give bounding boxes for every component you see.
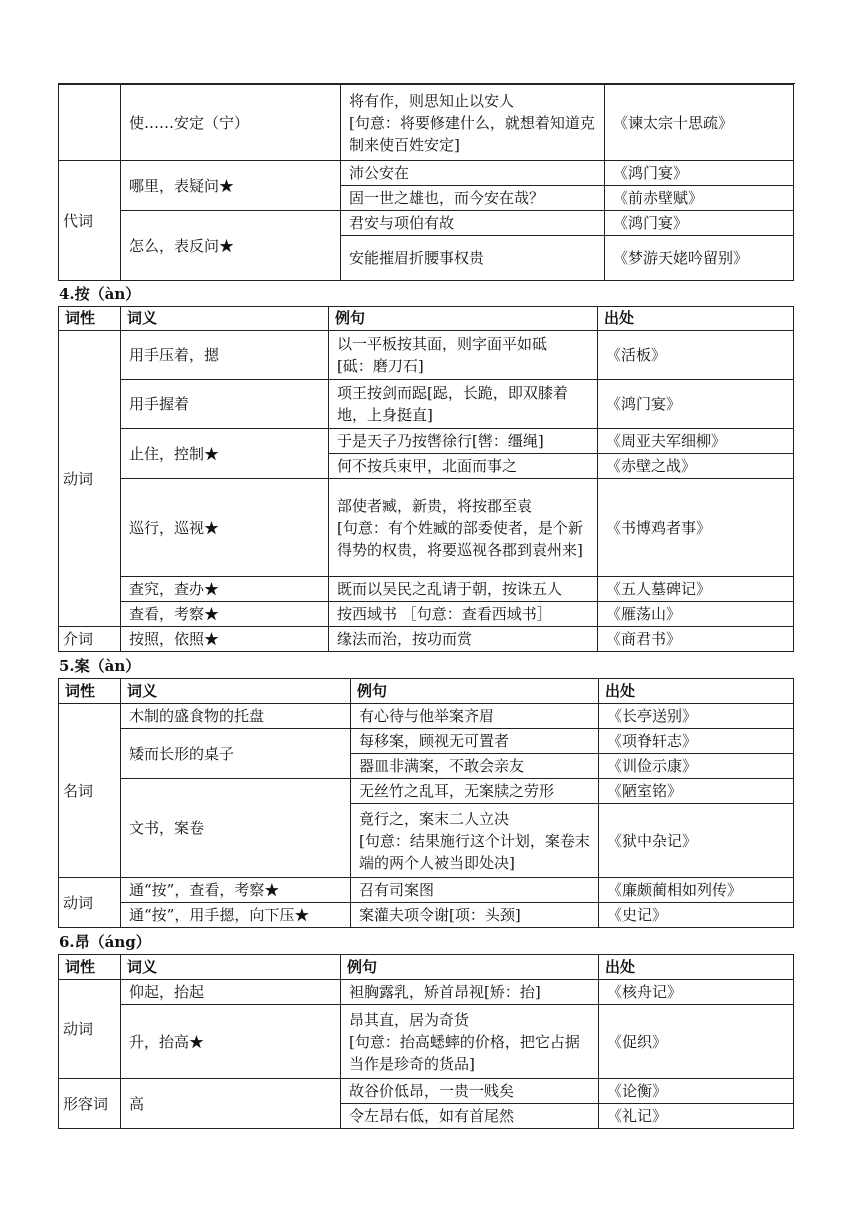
pos-cell: 名词	[59, 704, 121, 878]
source-cell: 《商君书》	[598, 627, 794, 652]
source-cell: 《活板》	[598, 331, 794, 380]
table-row	[59, 1005, 794, 1079]
example-cell: 昂其直，居为奇货 [句意：抬高蟋蟀的价格，把它占据当作是珍奇的货品]	[341, 1005, 599, 1079]
source-cell: 《礼记》	[599, 1104, 794, 1129]
example-cell: 将有作，则思知止以安人 [句意：将要修建什么，就想着知道克制来使百姓安定]	[341, 85, 605, 161]
meaning-cell: 查看，考察★	[121, 602, 329, 627]
meaning-cell: 用手握着	[121, 380, 329, 429]
source-cell: 《梦游天姥吟留别》	[605, 236, 794, 281]
example-cell: 故谷价低昂，一贵一贱矣	[341, 1079, 599, 1104]
source-cell: 《史记》	[599, 903, 794, 928]
meaning-cell: 文书，案卷	[121, 779, 351, 878]
source-cell: 《核舟记》	[599, 980, 794, 1005]
source-cell: 《项脊轩志》	[599, 729, 794, 754]
meaning-cell: 矮而长形的桌子	[121, 729, 351, 779]
table-row	[59, 380, 794, 429]
meaning-cell: 查究，查办★	[121, 577, 329, 602]
meaning-cell: 高	[121, 1079, 341, 1129]
meaning-cell: 木制的盛食物的托盘	[121, 704, 351, 729]
example-cell: 袒胸露乳，矫首昂视[矫：抬]	[341, 980, 599, 1005]
source-cell: 《周亚夫军细柳》	[598, 429, 794, 454]
source-cell: 《雁荡山》	[598, 602, 794, 627]
table-row	[59, 429, 794, 454]
section-title: 4.按（àn）	[59, 285, 141, 303]
table-row	[59, 577, 794, 602]
example-cell: 于是天子乃按辔徐行[辔：缰绳]	[329, 429, 598, 454]
header-meaning: 词义	[121, 679, 351, 704]
example-cell: 缘法而治，按功而赏	[329, 627, 598, 652]
source-cell: 《赤壁之战》	[598, 454, 794, 479]
example-cell: 器皿非满案，不敢会亲友	[351, 754, 599, 779]
an-continued-table	[58, 84, 794, 281]
header-example: 例句	[341, 955, 599, 980]
source-cell: 《鸿门宴》	[598, 380, 794, 429]
table-row	[59, 627, 794, 652]
section-5-table	[58, 678, 794, 928]
meaning-cell: 通“按”，查看，考察★	[121, 878, 351, 903]
pos-cell	[59, 85, 121, 161]
meaning-cell: 升，抬高★	[121, 1005, 341, 1079]
header-row	[59, 679, 794, 704]
table-row	[59, 980, 794, 1005]
table-row	[59, 331, 794, 380]
example-cell: 君安与项伯有故	[341, 211, 605, 236]
source-cell: 《鸿门宴》	[605, 161, 794, 186]
meaning-cell: 用手压着，摁	[121, 331, 329, 380]
example-cell: 以一平板按其面，则字面平如砥 [砥：磨刀石]	[329, 331, 598, 380]
table-row	[59, 704, 794, 729]
header-pos: 词性	[59, 307, 121, 331]
source-cell: 《谏太宗十思疏》	[605, 85, 794, 161]
header-pos: 词性	[59, 679, 121, 704]
meaning-cell: 怎么，表反问★	[121, 211, 341, 281]
source-cell: 《狱中杂记》	[599, 804, 794, 878]
header-example: 例句	[329, 307, 598, 331]
table-row	[59, 479, 794, 577]
example-cell: 沛公安在	[341, 161, 605, 186]
example-cell: 安能摧眉折腰事权贵	[341, 236, 605, 281]
source-cell: 《前赤壁赋》	[605, 186, 794, 211]
source-cell: 《训俭示康》	[599, 754, 794, 779]
table-row	[59, 1079, 794, 1104]
table-row	[59, 161, 794, 186]
example-cell: 无丝竹之乱耳，无案牍之劳形	[351, 779, 599, 804]
section-6-table	[58, 954, 794, 1129]
example-cell: 每移案，顾视无可置者	[351, 729, 599, 754]
meaning-cell: 使……安定（宁）	[121, 85, 341, 161]
table-row	[59, 779, 794, 804]
pos-cell: 介词	[59, 627, 121, 652]
pos-cell: 代词	[59, 161, 121, 281]
meaning-cell: 止住，控制★	[121, 429, 329, 479]
section-5	[58, 656, 794, 928]
table-row	[59, 729, 794, 754]
example-cell: 部使者臧，新贵，将按郡至袁 [句意：有个姓臧的部委使者，是个新得势的权贵，将要巡视各郡到袁州来]	[329, 479, 598, 577]
example-cell: 既而以吴民之乱请于朝，按诛五人	[329, 577, 598, 602]
pos-cell: 动词	[59, 980, 121, 1079]
source-cell: 《长亭送别》	[599, 704, 794, 729]
header-source: 出处	[599, 679, 794, 704]
meaning-cell: 仰起，抬起	[121, 980, 341, 1005]
example-cell: 按西域书 ［句意：查看西域书］	[329, 602, 598, 627]
meaning-cell: 按照，依照★	[121, 627, 329, 652]
source-cell: 《陋室铭》	[599, 779, 794, 804]
pos-cell: 形容词	[59, 1079, 121, 1129]
section-4	[58, 284, 794, 652]
example-cell: 固一世之雄也，而今安在哉？	[341, 186, 605, 211]
meaning-cell: 哪里，表疑问★	[121, 161, 341, 211]
table-row	[59, 211, 794, 236]
example-cell: 有心待与他举案齐眉	[351, 704, 599, 729]
meaning-cell: 巡行，巡视★	[121, 479, 329, 577]
example-cell: 何不按兵束甲，北面而事之	[329, 454, 598, 479]
section-title: 5.案（àn）	[59, 657, 141, 675]
header-source: 出处	[599, 955, 794, 980]
pos-cell: 动词	[59, 331, 121, 627]
table-row	[59, 903, 794, 928]
source-cell: 《论衡》	[599, 1079, 794, 1104]
section-6	[58, 932, 794, 1129]
pos-cell: 动词	[59, 878, 121, 928]
example-cell: 召有司案图	[351, 878, 599, 903]
header-example: 例句	[351, 679, 599, 704]
example-cell: 令左昂右低，如有首尾然	[341, 1104, 599, 1129]
header-pos: 词性	[59, 955, 121, 980]
source-cell: 《鸿门宴》	[605, 211, 794, 236]
example-cell: 案灌夫项令谢[项：头颈]	[351, 903, 599, 928]
section-title: 6.昂（áng）	[59, 933, 151, 951]
source-cell: 《廉颇蔺相如列传》	[599, 878, 794, 903]
source-cell: 《促织》	[599, 1005, 794, 1079]
table-row	[59, 85, 794, 161]
example-cell: 项王按剑而跽[跽，长跪，即双膝着地，上身挺直]	[329, 380, 598, 429]
header-row	[59, 955, 794, 980]
source-cell: 《书博鸡者事》	[598, 479, 794, 577]
header-meaning: 词义	[121, 307, 329, 331]
source-cell: 《五人墓碑记》	[598, 577, 794, 602]
header-source: 出处	[598, 307, 794, 331]
header-meaning: 词义	[121, 955, 341, 980]
table-row	[59, 878, 794, 903]
section-4-table	[58, 306, 794, 652]
table-row	[59, 602, 794, 627]
meaning-cell: 通“按”，用手摁，向下压★	[121, 903, 351, 928]
example-cell: 竟行之，案末二人立决 [句意：结果施行这个计划，案卷末端的两个人被当即处决]	[351, 804, 599, 878]
header-row	[59, 307, 794, 331]
